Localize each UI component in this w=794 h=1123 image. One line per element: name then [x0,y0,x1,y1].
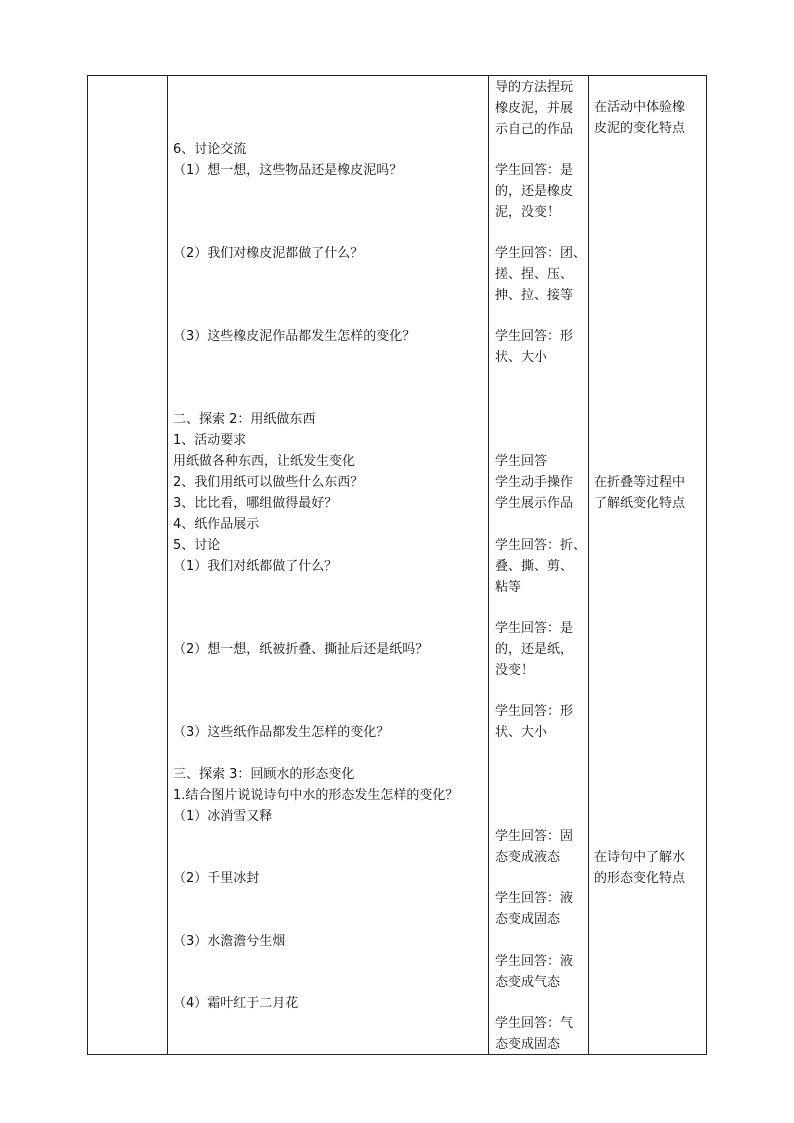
answer-block: 学生回答：形 状、大小 [495,704,574,740]
question-6-3: （3）这些橡皮泥作品都发生怎样的变化？ [173,329,416,344]
answer-block: 学生回答：固 态变成液态 [495,829,574,865]
answer-block: 学生回答：团、 搓、捏、压、 抻、拉、接等 [495,246,587,303]
answer-block: 学生回答：是 的，还是纸， 没变！ [495,621,574,678]
intent-note: 在活动中体验橡 皮泥的变化特点 [594,100,686,136]
answer-block: 学生回答：液 态变成气态 [495,954,574,990]
question-2-3: （3）这些纸作品都发生怎样的变化？ [173,725,390,740]
intent-note: 在折叠等过程中 了解纸变化特点 [594,475,686,511]
explore-2-item-1-detail: 用纸做各种东西，让纸发生变化 [173,454,356,469]
explore-2-item-1: 1、活动要求 [173,433,247,448]
answer-block: 学生回答：是 的，还是橡皮 泥，没变！ [495,163,574,220]
explore-3-title: 三、探索 3：回顾水的形态变化 [173,767,355,782]
answer-block: 学生回答 学生动手操作 学生展示作品 [495,454,574,511]
question-2-1: （1）我们对纸都做了什么？ [173,559,338,574]
poem-line-2: （2）千里冰封 [173,871,260,886]
explore-3-item-1: 1.结合图片说说诗句中水的形态发生怎样的变化？ [173,788,459,803]
answer-block: 导的方法捏玩 橡皮泥，并展 示自己的作品 [495,80,574,137]
column-divider-1 [167,75,168,1055]
answer-block: 学生回答：形 状、大小 [495,329,574,365]
poem-line-1: （1）冰消雪又释 [173,809,273,824]
question-6-1: （1）想一想，这些物品还是橡皮泥吗？ [173,163,403,178]
intent-note: 在诗句中了解水 的形态变化特点 [594,850,686,886]
poem-line-3: （3）水澹澹兮生烟 [173,934,286,949]
column-divider-2 [488,75,489,1055]
answer-block: 学生回答：气 态变成固态 [495,1016,574,1052]
explore-2-title: 二、探索 2：用纸做东西 [173,412,316,427]
column-divider-3 [588,75,589,1055]
poem-line-4: （4）霜叶红于二月花 [173,996,299,1011]
answer-block: 学生回答：液 态变成固态 [495,891,574,927]
section-6-title: 6、讨论交流 [173,142,247,157]
explore-2-item-3: 3、比比看，哪组做得最好？ [173,496,338,511]
explore-2-item-4: 4、纸作品展示 [173,517,260,532]
question-2-2: （2）想一想，纸被折叠、撕扯后还是纸吗？ [173,642,429,657]
explore-2-item-2: 2、我们用纸可以做些什么东西？ [173,475,364,490]
answer-block: 学生回答：折、 叠、撕、剪、 粘等 [495,538,587,595]
question-6-2: （2）我们对橡皮泥都做了什么？ [173,246,364,261]
explore-2-item-5: 5、讨论 [173,538,221,553]
